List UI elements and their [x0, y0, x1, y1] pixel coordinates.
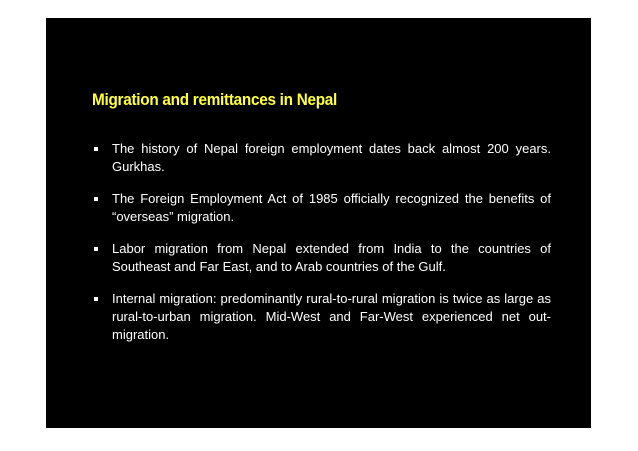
bullet-list [94, 140, 551, 358]
bullet-text: Internal migration: predominantly rural-to-rural migration is twice as large as rural-to-urban migration. Mid-West and Far-West experienced net out-migration. [112, 291, 551, 342]
bullet-text: The history of Nepal foreign employment dates back almost 200 years. Gurkhas. [112, 141, 551, 174]
bullet-item [94, 140, 551, 176]
bullet-text: The Foreign Employment Act of 1985 officially recognized the benefits of “overseas” migration. [112, 191, 551, 224]
square-bullet-icon [94, 297, 98, 301]
bullet-item [94, 190, 551, 226]
bullet-item [94, 240, 551, 276]
square-bullet-icon [94, 147, 98, 151]
square-bullet-icon [94, 247, 98, 251]
slide-title: Migration and remittances in Nepal [92, 90, 338, 109]
bullet-text: Labor migration from Nepal extended from India to the countries of Southeast and Far East, and to Arab countries of the Gulf. [112, 241, 551, 274]
square-bullet-icon [94, 197, 98, 201]
slide [46, 18, 591, 428]
bullet-item [94, 290, 551, 344]
